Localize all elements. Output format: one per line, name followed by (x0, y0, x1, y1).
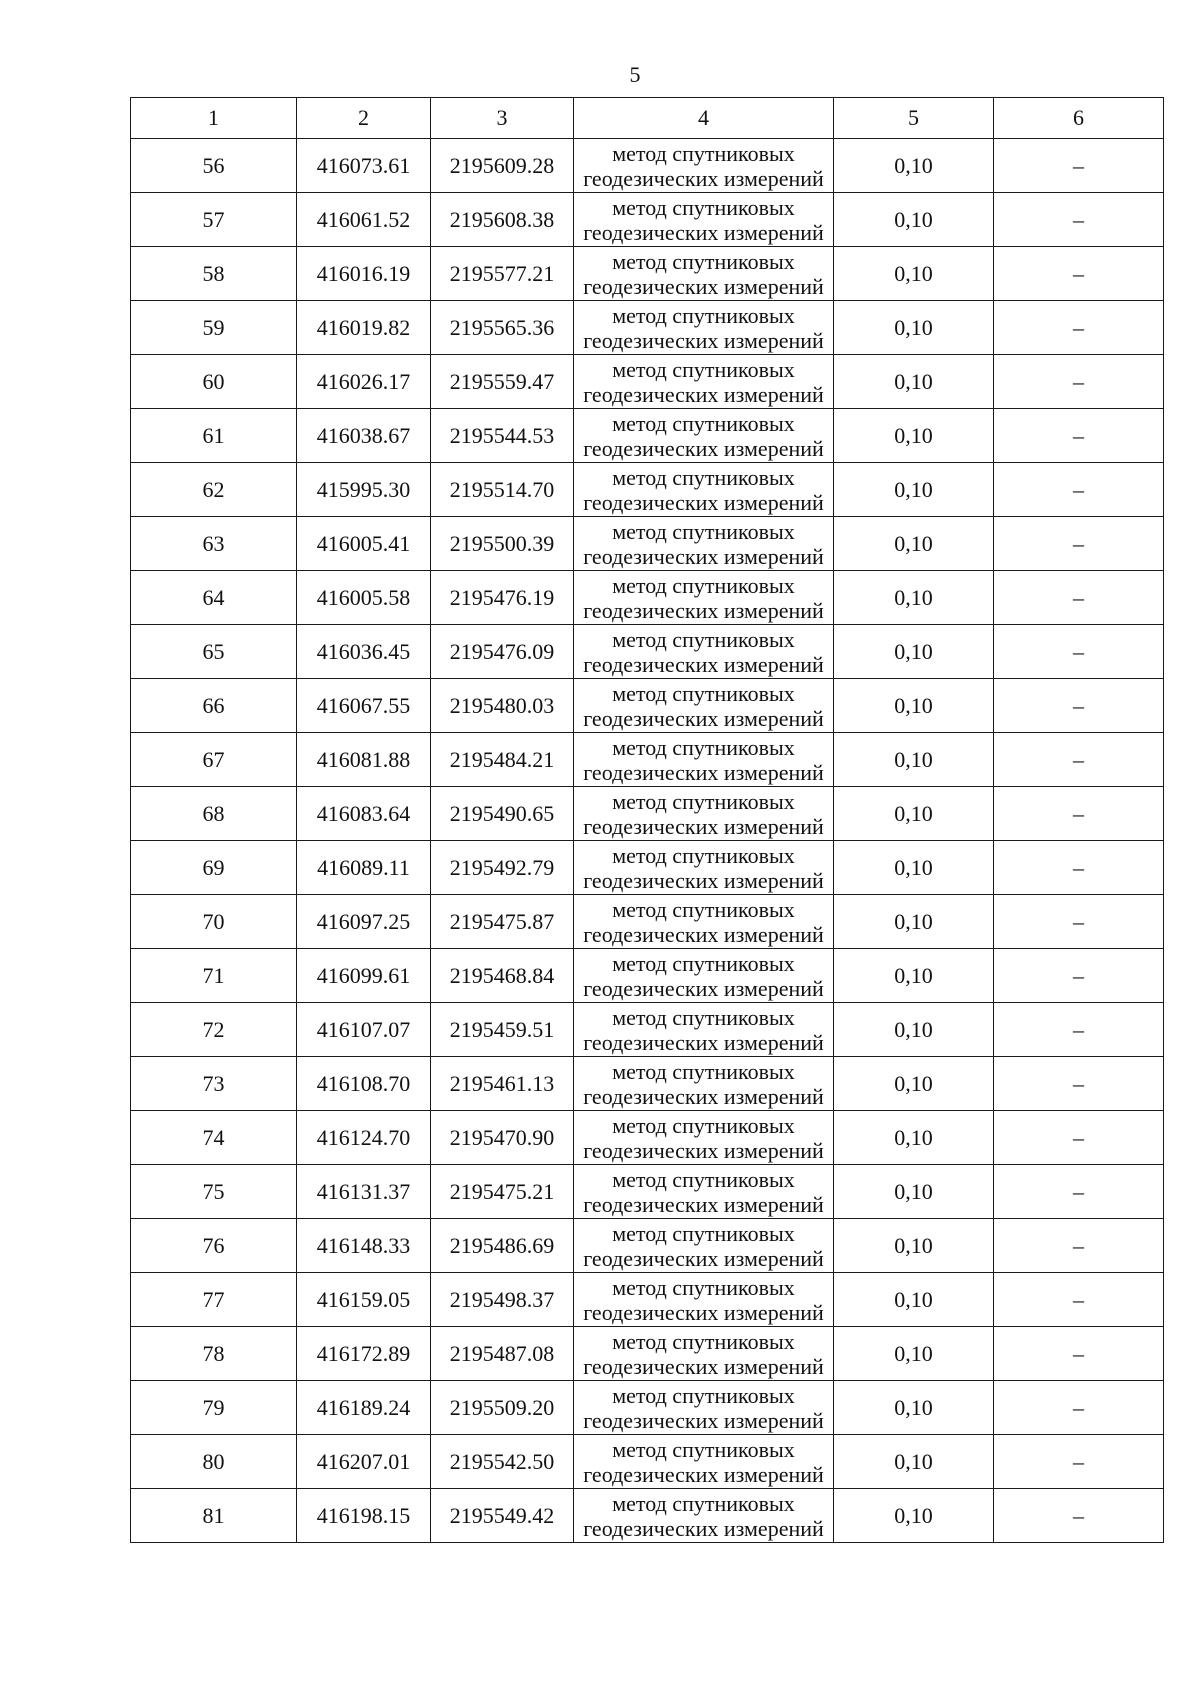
accuracy-cell: 0,10 (834, 463, 994, 517)
method-line-1: метод спутниковых (612, 1112, 795, 1138)
table-row (131, 139, 1164, 193)
y-coordinate-cell: 2195544.53 (431, 409, 574, 463)
method-line-2: геодезических измерений (583, 921, 824, 947)
point-number-cell: 65 (131, 625, 297, 679)
table-row (131, 787, 1164, 841)
table-row (131, 409, 1164, 463)
method-cell (574, 949, 834, 1003)
x-coordinate-cell: 416131.37 (297, 1165, 431, 1219)
method-cell (574, 139, 834, 193)
method-line-1: метод спутниковых (612, 1220, 795, 1246)
method-line-1: метод спутниковых (612, 518, 795, 544)
accuracy-cell: 0,10 (834, 1435, 994, 1489)
note-cell: – (994, 841, 1164, 895)
table-row (131, 841, 1164, 895)
method-line-2: геодезических измерений (583, 705, 824, 731)
method-line-2: геодезических измерений (583, 975, 824, 1001)
x-coordinate-cell: 416124.70 (297, 1111, 431, 1165)
x-coordinate-cell: 416005.41 (297, 517, 431, 571)
accuracy-cell: 0,10 (834, 733, 994, 787)
method-line-2: геодезических измерений (583, 1461, 824, 1487)
method-line-1: метод спутниковых (612, 896, 795, 922)
method-cell (574, 841, 834, 895)
x-coordinate-cell: 416005.58 (297, 571, 431, 625)
y-coordinate-cell: 2195490.65 (431, 787, 574, 841)
method-cell (574, 1165, 834, 1219)
method-line-1: метод спутниковых (612, 410, 795, 436)
method-line-1: метод спутниковых (612, 1274, 795, 1300)
point-number-cell: 73 (131, 1057, 297, 1111)
table-row (131, 1489, 1164, 1543)
accuracy-cell: 0,10 (834, 841, 994, 895)
y-coordinate-cell: 2195509.20 (431, 1381, 574, 1435)
point-number-cell: 81 (131, 1489, 297, 1543)
table-row (131, 733, 1164, 787)
accuracy-cell: 0,10 (834, 247, 994, 301)
method-cell (574, 1489, 834, 1543)
note-cell: – (994, 787, 1164, 841)
y-coordinate-cell: 2195565.36 (431, 301, 574, 355)
accuracy-cell: 0,10 (834, 517, 994, 571)
table-row (131, 247, 1164, 301)
point-number-cell: 66 (131, 679, 297, 733)
y-coordinate-cell: 2195480.03 (431, 679, 574, 733)
method-line-2: геодезических измерений (583, 1353, 824, 1379)
header-row (131, 98, 1164, 139)
note-cell: – (994, 949, 1164, 1003)
y-coordinate-cell: 2195486.69 (431, 1219, 574, 1273)
x-coordinate-cell: 416026.17 (297, 355, 431, 409)
note-cell: – (994, 733, 1164, 787)
note-cell: – (994, 1273, 1164, 1327)
point-number-cell: 74 (131, 1111, 297, 1165)
note-cell: – (994, 625, 1164, 679)
method-cell (574, 1381, 834, 1435)
x-coordinate-cell: 416081.88 (297, 733, 431, 787)
point-number-cell: 63 (131, 517, 297, 571)
method-line-2: геодезических измерений (583, 759, 824, 785)
method-line-2: геодезических измерений (583, 1137, 824, 1163)
y-coordinate-cell: 2195487.08 (431, 1327, 574, 1381)
note-cell: – (994, 1381, 1164, 1435)
accuracy-cell: 0,10 (834, 679, 994, 733)
method-line-2: геодезических измерений (583, 489, 824, 515)
method-cell (574, 1435, 834, 1489)
note-cell: – (994, 139, 1164, 193)
method-line-2: геодезических измерений (583, 651, 824, 677)
x-coordinate-cell: 416172.89 (297, 1327, 431, 1381)
method-cell (574, 355, 834, 409)
method-line-1: метод спутниковых (612, 1490, 795, 1516)
y-coordinate-cell: 2195500.39 (431, 517, 574, 571)
method-cell (574, 733, 834, 787)
method-cell (574, 463, 834, 517)
point-number-cell: 76 (131, 1219, 297, 1273)
table-row (131, 517, 1164, 571)
x-coordinate-cell: 416073.61 (297, 139, 431, 193)
x-coordinate-cell: 416036.45 (297, 625, 431, 679)
method-line-1: метод спутниковых (612, 1382, 795, 1408)
accuracy-cell: 0,10 (834, 355, 994, 409)
method-line-2: геодезических измерений (583, 1515, 824, 1541)
header-col-5: 5 (834, 98, 994, 139)
point-number-cell: 61 (131, 409, 297, 463)
method-line-2: геодезических измерений (583, 165, 824, 191)
y-coordinate-cell: 2195476.09 (431, 625, 574, 679)
point-number-cell: 67 (131, 733, 297, 787)
table-row (131, 1381, 1164, 1435)
point-number-cell: 60 (131, 355, 297, 409)
method-line-1: метод спутниковых (612, 140, 795, 166)
method-cell (574, 679, 834, 733)
x-coordinate-cell: 416108.70 (297, 1057, 431, 1111)
method-line-1: метод спутниковых (612, 302, 795, 328)
header-col-2: 2 (297, 98, 431, 139)
point-number-cell: 64 (131, 571, 297, 625)
method-line-2: геодезических измерений (583, 1299, 824, 1325)
header-col-1: 1 (131, 98, 297, 139)
note-cell: – (994, 1219, 1164, 1273)
method-cell (574, 1219, 834, 1273)
method-line-2: геодезических измерений (583, 435, 824, 461)
table-row (131, 301, 1164, 355)
method-line-2: геодезических измерений (583, 1029, 824, 1055)
table-row (131, 1219, 1164, 1273)
accuracy-cell: 0,10 (834, 1165, 994, 1219)
method-line-1: метод спутниковых (612, 1058, 795, 1084)
note-cell: – (994, 517, 1164, 571)
accuracy-cell: 0,10 (834, 139, 994, 193)
y-coordinate-cell: 2195461.13 (431, 1057, 574, 1111)
method-line-1: метод спутниковых (612, 680, 795, 706)
point-number-cell: 77 (131, 1273, 297, 1327)
note-cell: – (994, 301, 1164, 355)
x-coordinate-cell: 416016.19 (297, 247, 431, 301)
point-number-cell: 70 (131, 895, 297, 949)
method-line-1: метод спутниковых (612, 464, 795, 490)
method-line-1: метод спутниковых (612, 1328, 795, 1354)
table-row (131, 1111, 1164, 1165)
x-coordinate-cell: 416061.52 (297, 193, 431, 247)
y-coordinate-cell: 2195475.87 (431, 895, 574, 949)
note-cell: – (994, 1165, 1164, 1219)
table-row (131, 1273, 1164, 1327)
x-coordinate-cell: 415995.30 (297, 463, 431, 517)
x-coordinate-cell: 416198.15 (297, 1489, 431, 1543)
point-number-cell: 57 (131, 193, 297, 247)
note-cell: – (994, 193, 1164, 247)
x-coordinate-cell: 416067.55 (297, 679, 431, 733)
note-cell: – (994, 1057, 1164, 1111)
header-col-6: 6 (994, 98, 1164, 139)
point-number-cell: 69 (131, 841, 297, 895)
note-cell: – (994, 409, 1164, 463)
note-cell: – (994, 895, 1164, 949)
method-line-1: метод спутниковых (612, 842, 795, 868)
note-cell: – (994, 247, 1164, 301)
method-cell (574, 193, 834, 247)
y-coordinate-cell: 2195470.90 (431, 1111, 574, 1165)
method-line-1: метод спутниковых (612, 248, 795, 274)
accuracy-cell: 0,10 (834, 301, 994, 355)
method-line-2: геодезических измерений (583, 543, 824, 569)
point-number-cell: 75 (131, 1165, 297, 1219)
x-coordinate-cell: 416099.61 (297, 949, 431, 1003)
method-line-1: метод спутниковых (612, 1004, 795, 1030)
method-cell (574, 625, 834, 679)
x-coordinate-cell: 416159.05 (297, 1273, 431, 1327)
table-row (131, 1003, 1164, 1057)
coordinates-table (130, 97, 1164, 1543)
accuracy-cell: 0,10 (834, 949, 994, 1003)
table-row (131, 1327, 1164, 1381)
accuracy-cell: 0,10 (834, 625, 994, 679)
method-cell (574, 247, 834, 301)
method-line-1: метод спутниковых (612, 572, 795, 598)
y-coordinate-cell: 2195542.50 (431, 1435, 574, 1489)
method-line-1: метод спутниковых (612, 356, 795, 382)
method-cell (574, 1273, 834, 1327)
accuracy-cell: 0,10 (834, 1381, 994, 1435)
accuracy-cell: 0,10 (834, 1489, 994, 1543)
method-cell (574, 787, 834, 841)
y-coordinate-cell: 2195514.70 (431, 463, 574, 517)
method-line-1: метод спутниковых (612, 194, 795, 220)
y-coordinate-cell: 2195484.21 (431, 733, 574, 787)
method-cell (574, 1327, 834, 1381)
header-col-3: 3 (431, 98, 574, 139)
y-coordinate-cell: 2195459.51 (431, 1003, 574, 1057)
table-row (131, 355, 1164, 409)
method-line-1: метод спутниковых (612, 1436, 795, 1462)
accuracy-cell: 0,10 (834, 193, 994, 247)
method-line-1: метод спутниковых (612, 1166, 795, 1192)
method-cell (574, 517, 834, 571)
method-cell (574, 571, 834, 625)
table-row (131, 193, 1164, 247)
point-number-cell: 62 (131, 463, 297, 517)
method-line-2: геодезических измерений (583, 219, 824, 245)
method-cell (574, 1111, 834, 1165)
y-coordinate-cell: 2195608.38 (431, 193, 574, 247)
x-coordinate-cell: 416107.07 (297, 1003, 431, 1057)
method-line-2: геодезических измерений (583, 867, 824, 893)
method-line-1: метод спутниковых (612, 734, 795, 760)
method-cell (574, 301, 834, 355)
x-coordinate-cell: 416089.11 (297, 841, 431, 895)
accuracy-cell: 0,10 (834, 1111, 994, 1165)
note-cell: – (994, 355, 1164, 409)
method-cell (574, 895, 834, 949)
method-cell (574, 1057, 834, 1111)
note-cell: – (994, 679, 1164, 733)
y-coordinate-cell: 2195609.28 (431, 139, 574, 193)
note-cell: – (994, 571, 1164, 625)
x-coordinate-cell: 416189.24 (297, 1381, 431, 1435)
point-number-cell: 72 (131, 1003, 297, 1057)
method-line-1: метод спутниковых (612, 626, 795, 652)
point-number-cell: 58 (131, 247, 297, 301)
note-cell: – (994, 1111, 1164, 1165)
x-coordinate-cell: 416207.01 (297, 1435, 431, 1489)
point-number-cell: 68 (131, 787, 297, 841)
x-coordinate-cell: 416148.33 (297, 1219, 431, 1273)
y-coordinate-cell: 2195577.21 (431, 247, 574, 301)
table-body (131, 139, 1164, 1543)
method-line-2: геодезических измерений (583, 813, 824, 839)
table-header (131, 98, 1164, 139)
header-col-4: 4 (574, 98, 834, 139)
accuracy-cell: 0,10 (834, 1219, 994, 1273)
point-number-cell: 78 (131, 1327, 297, 1381)
accuracy-cell: 0,10 (834, 1003, 994, 1057)
method-line-2: геодезических измерений (583, 597, 824, 623)
method-line-2: геодезических измерений (583, 273, 824, 299)
x-coordinate-cell: 416038.67 (297, 409, 431, 463)
y-coordinate-cell: 2195498.37 (431, 1273, 574, 1327)
accuracy-cell: 0,10 (834, 895, 994, 949)
accuracy-cell: 0,10 (834, 1273, 994, 1327)
y-coordinate-cell: 2195475.21 (431, 1165, 574, 1219)
method-line-2: геодезических измерений (583, 1191, 824, 1217)
note-cell: – (994, 463, 1164, 517)
table-row (131, 1057, 1164, 1111)
method-line-2: геодезических измерений (583, 1083, 824, 1109)
note-cell: – (994, 1489, 1164, 1543)
table-row (131, 679, 1164, 733)
accuracy-cell: 0,10 (834, 571, 994, 625)
y-coordinate-cell: 2195468.84 (431, 949, 574, 1003)
y-coordinate-cell: 2195559.47 (431, 355, 574, 409)
y-coordinate-cell: 2195492.79 (431, 841, 574, 895)
point-number-cell: 79 (131, 1381, 297, 1435)
point-number-cell: 56 (131, 139, 297, 193)
note-cell: – (994, 1435, 1164, 1489)
method-cell (574, 1003, 834, 1057)
x-coordinate-cell: 416097.25 (297, 895, 431, 949)
method-line-2: геодезических измерений (583, 327, 824, 353)
table-row (131, 625, 1164, 679)
table-row (131, 463, 1164, 517)
point-number-cell: 80 (131, 1435, 297, 1489)
table-row (131, 949, 1164, 1003)
method-line-2: геодезических измерений (583, 1407, 824, 1433)
table-row (131, 1165, 1164, 1219)
table-row (131, 895, 1164, 949)
note-cell: – (994, 1327, 1164, 1381)
page-number: 5 (629, 62, 641, 87)
accuracy-cell: 0,10 (834, 1327, 994, 1381)
accuracy-cell: 0,10 (834, 1057, 994, 1111)
method-line-2: геодезических измерений (583, 381, 824, 407)
y-coordinate-cell: 2195549.42 (431, 1489, 574, 1543)
accuracy-cell: 0,10 (834, 409, 994, 463)
x-coordinate-cell: 416083.64 (297, 787, 431, 841)
x-coordinate-cell: 416019.82 (297, 301, 431, 355)
accuracy-cell: 0,10 (834, 787, 994, 841)
point-number-cell: 71 (131, 949, 297, 1003)
method-line-2: геодезических измерений (583, 1245, 824, 1271)
y-coordinate-cell: 2195476.19 (431, 571, 574, 625)
note-cell: – (994, 1003, 1164, 1057)
table-row (131, 1435, 1164, 1489)
method-line-1: метод спутниковых (612, 950, 795, 976)
table-row (131, 571, 1164, 625)
method-cell (574, 409, 834, 463)
method-line-1: метод спутниковых (612, 788, 795, 814)
point-number-cell: 59 (131, 301, 297, 355)
